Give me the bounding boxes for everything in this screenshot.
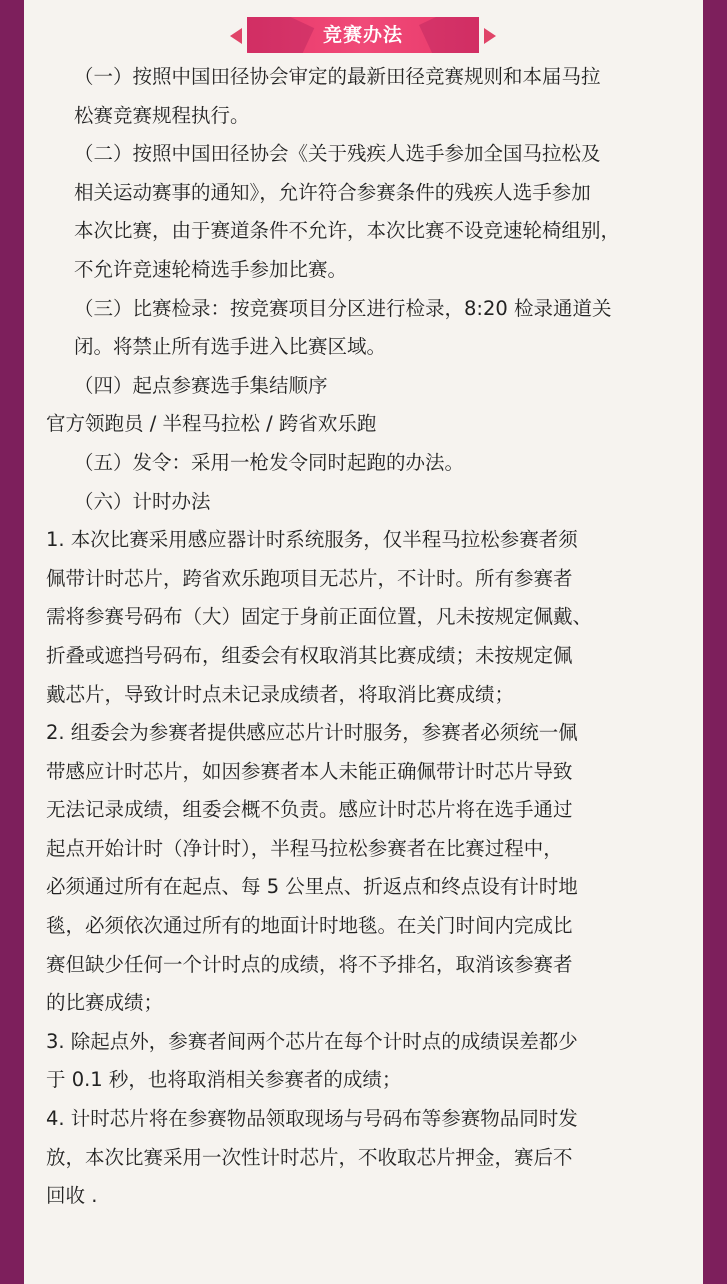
text-line: 需将参赛号码布（大）固定于身前正面位置，凡未按规定佩戴、 — [46, 605, 593, 629]
text-line: 1. 本次比赛采用感应器计时系统服务，仅半程马拉松参赛者须 — [46, 528, 578, 552]
text-line: 不允许竞速轮椅选手参加比赛。 — [74, 257, 348, 281]
text-line: 戴芯片，导致计时点未记录成绩者，将取消比赛成绩； — [46, 682, 515, 706]
text-line: 回收 . — [46, 1184, 98, 1208]
text-line: （四）起点参赛选手集结顺序 — [74, 373, 328, 397]
header-banner — [247, 17, 479, 53]
text-line: （二）按照中国田径协会《关于残疾人选手参加全国马拉松及 — [74, 142, 601, 166]
text-line: （三）比赛检录：按竞赛项目分区进行检录，8:20 检录通道关 — [74, 296, 612, 320]
text-line: 2. 组委会为参赛者提供感应芯片计时服务，参赛者必须统一佩 — [46, 721, 578, 745]
text-line: 松赛竞赛规程执行。 — [74, 103, 250, 127]
text-line: （五）发令：采用一枪发令同时起跑的办法。 — [74, 450, 465, 474]
text-line: 无法记录成绩，组委会概不负责。感应计时芯片将在选手通过 — [46, 798, 573, 822]
text-line: 官方领跑员 / 半程马拉松 / 跨省欢乐跑 — [46, 412, 377, 436]
text-line: 3. 除起点外，参赛者间两个芯片在每个计时点的成绩误差都少 — [46, 1029, 578, 1053]
text-line: 闭。将禁止所有选手进入比赛区域。 — [74, 335, 387, 359]
text-line: （一）按照中国田径协会审定的最新田径竞赛规则和本届马拉 — [74, 65, 601, 88]
arrow-right-icon — [484, 28, 496, 44]
text-line: （六）计时办法 — [74, 489, 211, 513]
text-line: 折叠或遮挡号码布，组委会有权取消其比赛成绩；未按规定佩 — [46, 643, 573, 667]
text-line: 相关运动赛事的通知》，允许符合参赛条件的残疾人选手参加 — [74, 180, 591, 204]
text-line: 毯，必须依次通过所有的地面计时地毯。在关门时间内完成比 — [46, 914, 573, 938]
text-line: 带感应计时芯片，如因参赛者本人未能正确佩带计时芯片导致 — [46, 759, 573, 783]
text-line: 于 0.1 秒，也将取消相关参赛者的成绩； — [46, 1068, 402, 1092]
arrow-left-icon — [230, 28, 242, 44]
text-line: 放，本次比赛采用一次性计时芯片，不收取芯片押金，赛后不 — [46, 1145, 573, 1169]
content-panel — [24, 0, 703, 1284]
text-line: 必须通过所有在起点、每 5 公里点、折返点和终点设有计时地 — [46, 875, 578, 899]
rules-body — [46, 58, 694, 1216]
text-line: 本次比赛，由于赛道条件不允许，本次比赛不设竞速轮椅组别， — [74, 219, 621, 243]
text-line: 的比赛成绩； — [46, 991, 164, 1015]
section-header — [24, 17, 703, 53]
text-line: 起点开始计时（净计时），半程马拉松参赛者在比赛过程中， — [46, 836, 563, 860]
text-line: 4. 计时芯片将在参赛物品领取现场与号码布等参赛物品同时发 — [46, 1107, 578, 1131]
text-line: 佩带计时芯片，跨省欢乐跑项目无芯片，不计时。所有参赛者 — [46, 566, 573, 590]
section-title: 竞赛办法 — [322, 24, 403, 46]
text-line: 赛但缺少任何一个计时点的成绩，将不予排名，取消该参赛者 — [46, 952, 573, 976]
